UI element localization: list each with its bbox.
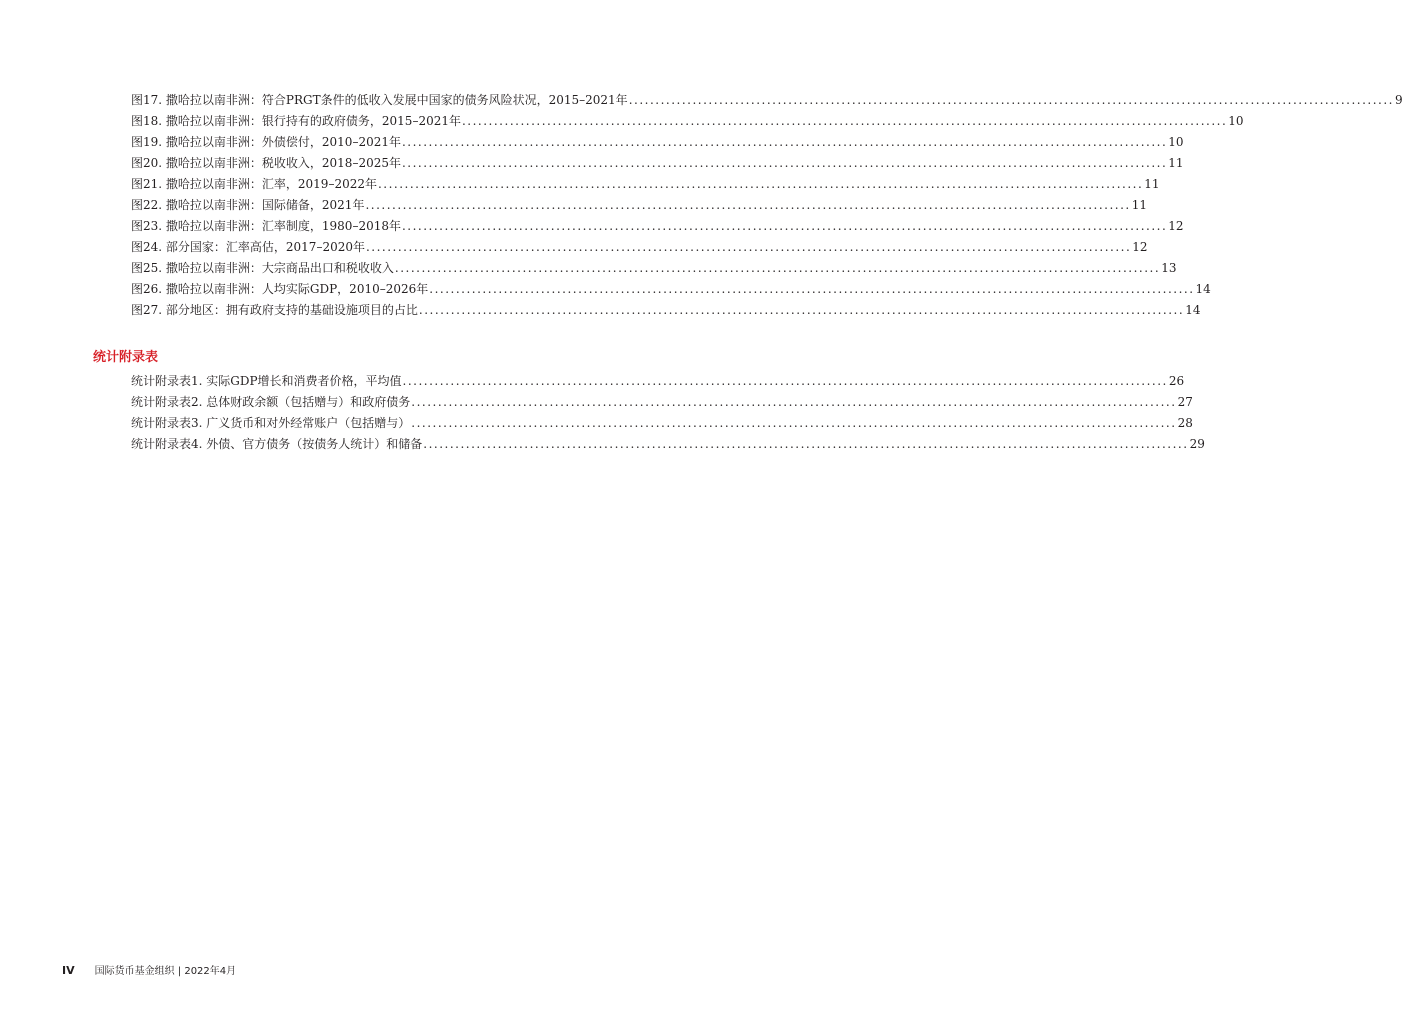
toc-entry-title: 图26. 撒哈拉以南非洲：人均实际GDP，2010–2026年 [131, 282, 429, 296]
toc-entry-figure-19[interactable] [131, 132, 1184, 153]
toc-entry-title: 图23. 撒哈拉以南非洲：汇率制度，1980–2018年 [131, 219, 401, 233]
toc-entry-title: 统计附录表3. 广义货币和对外经常账户（包括赠与） [131, 416, 411, 430]
toc-entry-title: 图27. 部分地区：拥有政府支持的基础设施项目的占比 [131, 303, 418, 317]
toc-entry-figure-27[interactable] [131, 300, 1201, 321]
dot-leader [410, 392, 1177, 413]
toc-entry-page: 10 [1228, 114, 1244, 128]
toc-entry-page: 14 [1185, 303, 1201, 317]
dot-leader [401, 216, 1168, 237]
toc-entry-title: 统计附录表4. 外债、官方债务（按债务人统计）和储备 [131, 437, 423, 451]
toc-entry-title: 图20. 撒哈拉以南非洲：税收收入，2018–2025年 [131, 156, 401, 170]
toc-entry-figure-22[interactable] [131, 195, 1148, 216]
dot-leader [401, 132, 1168, 153]
dot-leader [410, 413, 1177, 434]
toc-entry-figure-25[interactable] [131, 258, 1177, 279]
dot-leader [394, 258, 1161, 279]
footer-publication-text: 国际货币基金组织 | 2022年4月 [94, 966, 237, 977]
toc-entry-title: 统计附录表2. 总体财政余额（包括赠与）和政府债务 [131, 395, 411, 409]
toc-entry-page: 12 [1168, 219, 1184, 233]
toc-entry-figure-18[interactable] [131, 111, 1244, 132]
toc-entry-title: 图19. 撒哈拉以南非洲：外债偿付，2010–2021年 [131, 135, 401, 149]
toc-entry-page: 29 [1189, 437, 1205, 451]
toc-entry-title: 图17. 撒哈拉以南非洲：符合PRGT条件的低收入发展中国家的债务风险状况，2015–2021年 [131, 93, 628, 107]
figure-toc-list [131, 90, 1403, 321]
toc-entry-figure-26[interactable] [131, 279, 1211, 300]
toc-entry-title: 统计附录表1. 实际GDP增长和消费者价格，平均值 [131, 374, 402, 388]
toc-entry-page: 11 [1131, 198, 1148, 212]
toc-entry-figure-24[interactable] [131, 237, 1148, 258]
toc-entry-figure-23[interactable] [131, 216, 1184, 237]
toc-entry-page: 11 [1168, 156, 1184, 170]
dot-leader [365, 237, 1132, 258]
toc-entry-page: 10 [1168, 135, 1184, 149]
dot-leader [401, 153, 1168, 174]
dot-leader [364, 195, 1131, 216]
toc-entry-figure-20[interactable] [131, 153, 1184, 174]
dot-leader [402, 371, 1169, 392]
footer-page-number: IV [62, 964, 75, 977]
toc-entry-appendix-3[interactable] [131, 413, 1193, 434]
dot-leader [418, 300, 1185, 321]
toc-entry-appendix-1[interactable] [131, 371, 1185, 392]
toc-entry-page: 26 [1168, 374, 1185, 388]
dot-leader [428, 279, 1195, 300]
dot-leader [628, 90, 1395, 111]
dot-leader [377, 174, 1144, 195]
toc-entry-page: 27 [1177, 395, 1193, 409]
toc-entry-title: 图22. 撒哈拉以南非洲：国际储备，2021年 [131, 198, 365, 212]
toc-entry-figure-17[interactable] [131, 90, 1403, 111]
appendix-section-heading: 统计附录表 [93, 350, 159, 365]
toc-entry-appendix-4[interactable] [131, 434, 1205, 455]
page-footer [62, 962, 236, 977]
dot-leader [461, 111, 1228, 132]
toc-entry-page: 11 [1144, 177, 1160, 191]
toc-entry-title: 图24. 部分国家：汇率高估，2017–2020年 [131, 240, 365, 254]
toc-entry-title: 图18. 撒哈拉以南非洲：银行持有的政府债务，2015–2021年 [131, 114, 461, 128]
toc-entry-page: 12 [1132, 240, 1148, 254]
appendix-toc-list [131, 371, 1205, 455]
dot-leader [422, 434, 1189, 455]
toc-entry-page: 28 [1177, 416, 1193, 430]
toc-entry-figure-21[interactable] [131, 174, 1160, 195]
toc-entry-page: 13 [1161, 261, 1177, 275]
toc-entry-appendix-2[interactable] [131, 392, 1193, 413]
toc-entry-title: 图21. 撒哈拉以南非洲：汇率，2019–2022年 [131, 177, 377, 191]
toc-entry-page: 9 [1394, 93, 1403, 107]
toc-entry-page: 14 [1195, 282, 1211, 296]
toc-entry-title: 图25. 撒哈拉以南非洲：大宗商品出口和税收收入 [131, 261, 394, 275]
